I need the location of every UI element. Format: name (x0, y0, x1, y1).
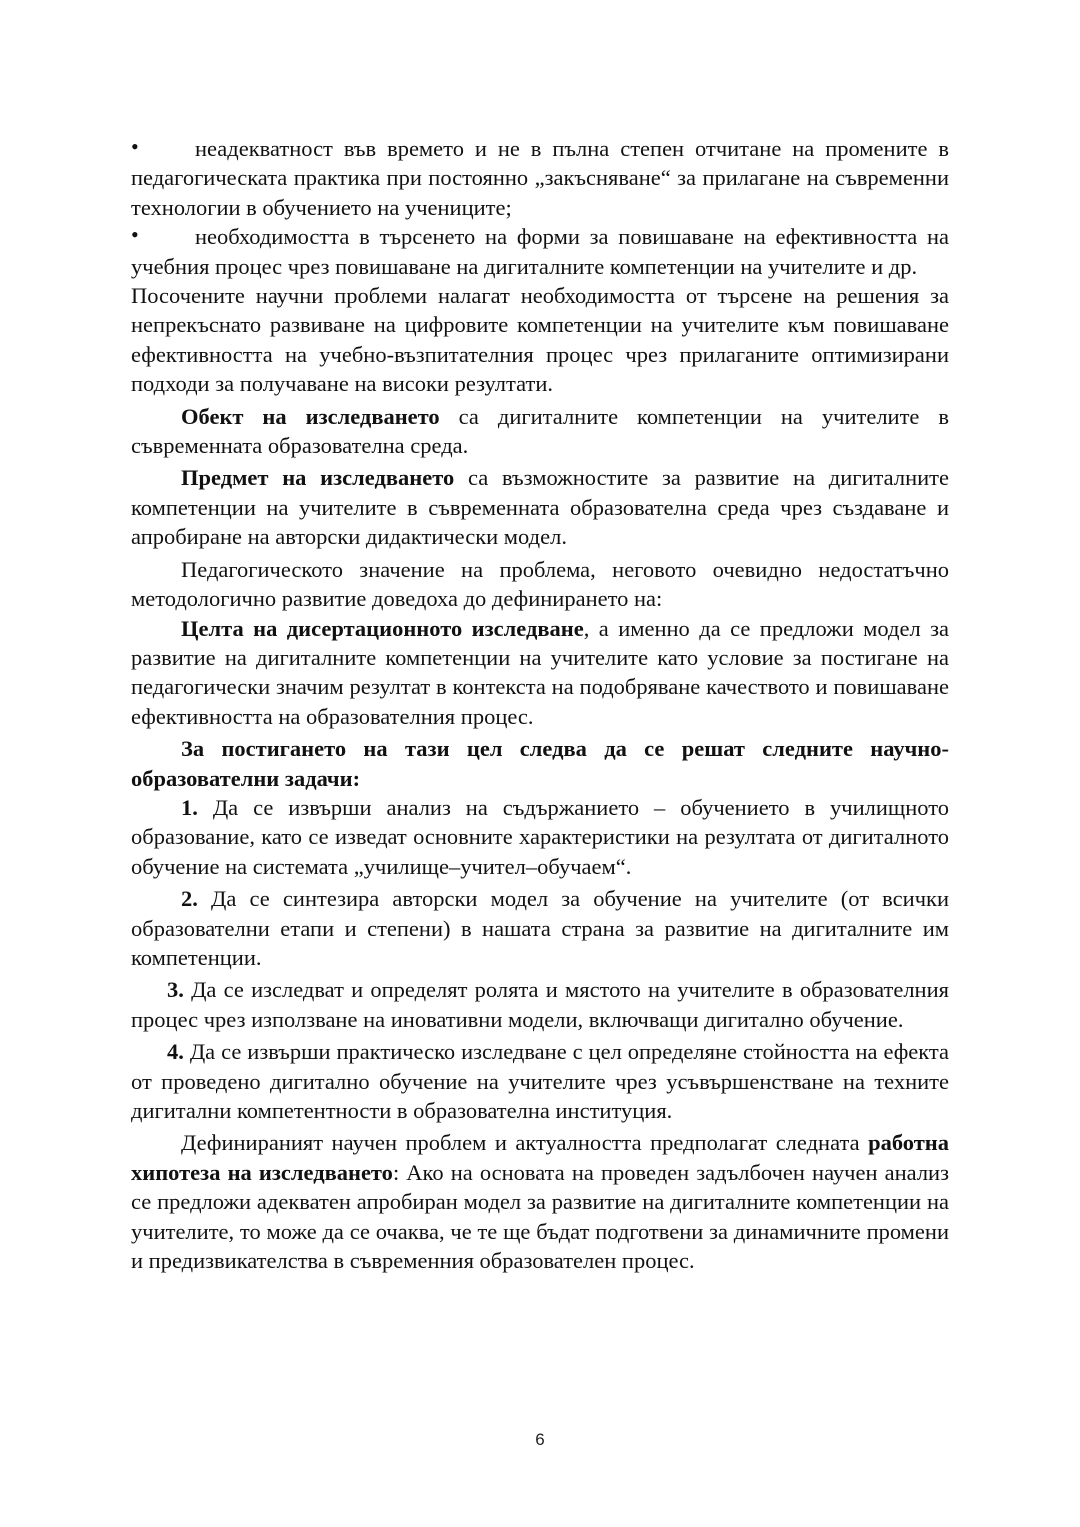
hypothesis-text: : Ако на основата на проведен задълбочен научен анализ се предложи адекватен апробиран модел за развитие на дигиталните компетенции на учителите, то може да се очаква, че те ще бъдат подготвени за динамичните промени и предизвикателства в съвременния образователен процес. (131, 1159, 949, 1274)
hypothesis-intro: Дефинираният научен проблем и актуалността предполагат следната (181, 1130, 869, 1156)
hypothesis-paragraph (131, 1128, 949, 1275)
bullet-item (131, 222, 949, 281)
object-label: Обект на изследването (181, 403, 440, 429)
object-paragraph (131, 402, 949, 461)
bullet-item (131, 134, 949, 222)
task-number: 2. (181, 886, 198, 912)
bullet-text: необходимостта в търсенето на форми за повишаване на ефективността на учебния процес чрез повишаване на дигиталните компетенции на учителите и др. (131, 224, 949, 279)
goal-paragraph (131, 614, 949, 732)
task-text: Да се извърши практическо изследване с цел определяне стойността на ефекта от проведено дигитално обучение на учителите чрез усъвършенстване на техните дигитални компетентности в образователна институция. (131, 1039, 949, 1123)
page-number: 6 (535, 1430, 545, 1449)
object-text: са дигиталните компетенции на учителите в съвременната образователна среда. (131, 403, 950, 459)
bullet-text: неадекватност във времето и не в пълна степен отчитане на промените в педагогическата практика при постоянно „закъсняване“ за прилагане на съвременни технологии в обучението на учениците; (131, 136, 949, 220)
task-text: Да се извърши анализ на съдържанието – обучението в училищното образование, като се изведат основните характеристики на резултата от дигиталното обучение на системата „училище–учител–обучаем“. (131, 794, 949, 879)
hypothesis-label: работна хипотеза на изследването (131, 1130, 949, 1185)
task-number: 4. (167, 1039, 184, 1065)
page-body (131, 134, 949, 1275)
task-text: Да се изследват и определят ролята и мястото на учителите в образователния процес чрез използване на иновативни модели, включващи дигитално обучение. (131, 977, 949, 1032)
task-item (131, 793, 949, 881)
task-number: 1. (181, 794, 198, 820)
goal-text: , а именно да се предложи модел за развитие на дигиталните компетенции на учителите като условие за постигане на педагогически значим резултат в контекста на подобряване качеството и повишаване ефективността на образователния процес. (131, 615, 949, 729)
subject-text: са възможностите за развитие на дигиталните компетенции на учителите в съвременната образователна среда чрез създаване и апробиране на авторски дидактически модел. (131, 465, 949, 550)
task-number: 3. (167, 977, 184, 1003)
tasks-heading: За постигането на тази цел следва да се решат следните научно-образователни задачи: (131, 736, 949, 791)
subject-paragraph (131, 463, 949, 551)
bullet-icon: • (131, 222, 139, 248)
significance-paragraph: Педагогическото значение на проблема, неговото очевидно недостатъчно методологично развитие доведоха до дефинирането на: (131, 556, 949, 612)
bullet-icon: • (131, 134, 139, 159)
subject-label: Предмет на изследването (181, 465, 455, 491)
task-item (131, 884, 949, 972)
task-item (131, 975, 949, 1034)
task-item (131, 1037, 949, 1125)
intro-paragraph: Посочените научни проблеми налагат необходимостта от търсене на решения за непрекъснато развиване на цифровите компетенции на учителите към повишаване ефективността на учебно-възпитателния процес чрез прилаганите оптимизирани подходи за получаване на високи резултати. (131, 283, 949, 397)
task-text: Да се синтезира авторски модел за обучение на учителите (от всички образователни етапи и степени) в нашата страна за развитие на дигиталните им компетенции. (131, 886, 949, 970)
goal-label: Целта на дисертационното изследване (181, 615, 584, 641)
